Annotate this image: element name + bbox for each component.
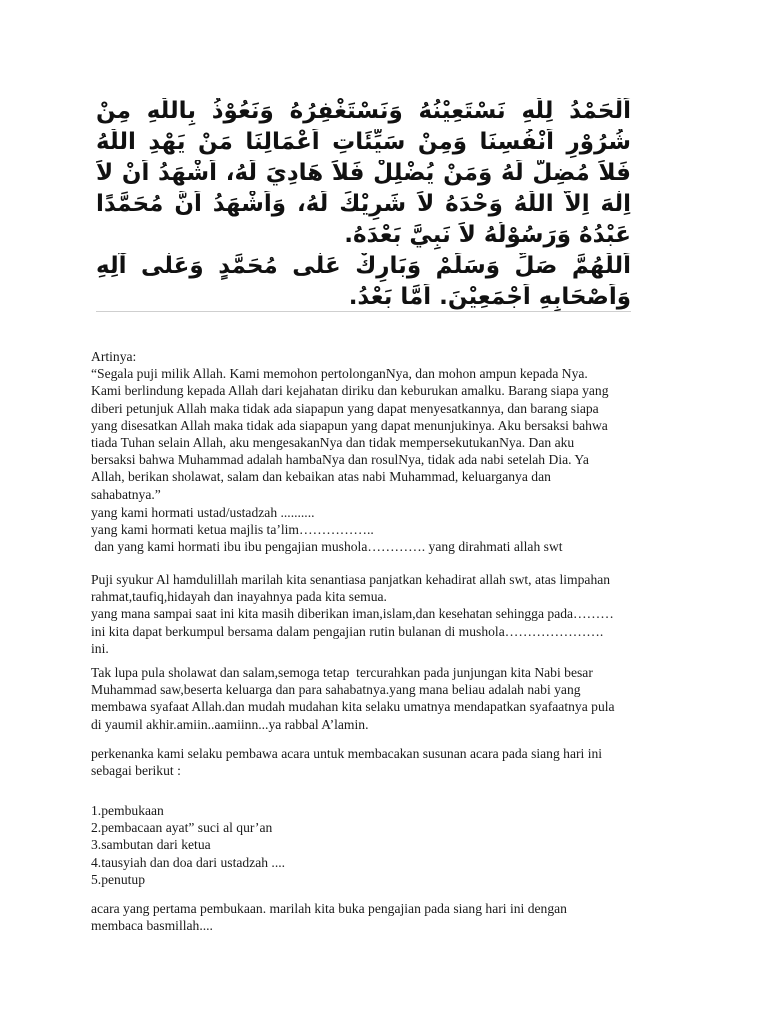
greetings-paragraph <box>91 504 681 556</box>
text-line: “Segala puji milik Allah. Kami memohon pertolonganNya, dan mohon ampun kepada Nya. <box>91 366 588 382</box>
agenda-item: 1.pembukaan <box>91 803 164 818</box>
image-bottom-border <box>96 311 631 312</box>
arabic-line: فَلاَ مُضِلَّ لَهُ وَمَنْ يُضْلِلْ فَلاَ هَادِيَ لَهُ، اَشْهَدُ اَنْ لاَ <box>96 160 631 186</box>
translation-paragraph <box>91 348 681 503</box>
arabic-line: عَبْدُهُ وَرَسُوْلُهُ لاَ نَبِيَّ بَعْدَهُ. <box>344 222 631 248</box>
arabic-line: اِلٰهَ اِلاَّ اللّٰهُ وَحْدَهُ لاَ شَرِيْكَ لَهُ، وَاَشْهَدُ اَنَّ مُحَمَّدًا <box>96 191 631 217</box>
text-line: ini. <box>91 640 109 656</box>
text-line: Tak lupa pula sholawat dan salam,semoga tetap tercurahkan pada junjungan kita Nabi besar <box>91 665 593 680</box>
agenda-intro-paragraph <box>91 745 681 779</box>
sholawat-paragraph <box>91 664 681 733</box>
text-line: di yaumil akhir.amiin..aamiinn...ya rabbal A’lamin. <box>91 716 369 732</box>
text-line: rahmat,taufiq,hidayah dan inayahnya pada kita semua. <box>91 589 387 605</box>
agenda-item: 4.tausyiah dan doa dari ustadzah .... <box>91 854 286 870</box>
text-line: Muhammad saw,beserta keluarga dan para sahabatnya.yang mana beliau adalah nabi yang <box>91 682 581 698</box>
text-line: yang kami hormati ketua majlis ta’lim…………….. <box>91 522 374 538</box>
agenda-item: 5.penutup <box>91 871 145 887</box>
agenda-item: 3.sambutan dari ketua <box>91 837 211 853</box>
text-line: tiada Tuhan selain Allah, aku mengesakanNya dan tidak mempersekutukanNya. Dan aku <box>91 435 575 451</box>
agenda-list <box>91 802 681 888</box>
gratitude-paragraph <box>91 571 681 657</box>
arabic-line: شُرُوْرِ اَنْفُسِنَا وَمِنْ سَيِّئَاتِ اَعْمَالِنَا مَنْ يَهْدِ اللّٰهُ <box>96 129 631 155</box>
arabic-opening-image <box>96 96 631 314</box>
text-line: Kami berlindung kepada Allah dari kejahatan diriku dan keburukan amalku. Barang siapa yang <box>91 383 609 399</box>
text-line: sebagai berikut : <box>91 763 181 779</box>
translation-heading: Artinya: <box>91 349 137 364</box>
arabic-line: وَاَصْحَابِهِ اَجْمَعِيْنَ. اَمَّا بَعْدُ. <box>348 284 631 310</box>
text-line: Puji syukur Al hamdulillah marilah kita senantiasa panjatkan kehadirat allah swt, atas limpahan <box>91 572 611 587</box>
text-line: membawa syafaat Allah.dan mudah mudahan kita selaku umatnya mendapatkan syafaatnya pula <box>91 699 615 715</box>
text-line: yang disesatkan Allah maka tidak ada siapapun yang dapat menunjukinya. Aku bersaksi bahwa <box>91 417 608 433</box>
arabic-line: اَلْحَمْدُ لِلّٰهِ نَسْتَعِيْنُهُ وَنَسْتَغْفِرُهُ وَنَعُوْذُ بِاللّٰهِ مِنْ <box>96 98 631 124</box>
text-line: membaca basmillah.... <box>91 918 213 934</box>
text-line: acara yang pertama pembukaan. marilah kita buka pengajian pada siang hari ini dengan <box>91 901 567 916</box>
arabic-line: اَللّٰهُمَّ صَلِّ وَسَلِّمْ وَبَارِكْ عَلٰى مُحَمَّدٍ وَعَلٰى آلِهِ <box>96 253 631 279</box>
text-line: dan yang kami hormati ibu ibu pengajian mushola…………. yang dirahmati allah swt <box>91 539 563 555</box>
text-line: sahabatnya.” <box>91 486 161 502</box>
text-line: yang mana sampai saat ini kita masih diberikan iman,islam,dan kesehatan sehingga pada……… <box>91 606 614 622</box>
text-line: Allah, berikan sholawat, salam dan kebaikan atas nabi Muhammad, keluarganya dan <box>91 469 551 485</box>
text-line: yang kami hormati ustad/ustadzah .......... <box>91 505 315 520</box>
closing-paragraph <box>91 900 681 934</box>
text-line: bersaksi bahwa Muhammad adalah hambaNya dan rosulNya, tidak ada nabi setelah Dia. Ya <box>91 452 589 468</box>
agenda-item: 2.pembacaan ayat” suci al qur’an <box>91 820 273 836</box>
text-line: ini kita dapat berkumpul bersama dalam pengajian rutin bulanan di mushola…………………. <box>91 623 604 639</box>
text-line: perkenanka kami selaku pembawa acara untuk membacakan susunan acara pada siang hari ini <box>91 746 603 761</box>
text-line: diberi petunjuk Allah maka tidak ada siapapun yang dapat menyesatkannya, dan barang siapa <box>91 400 599 416</box>
